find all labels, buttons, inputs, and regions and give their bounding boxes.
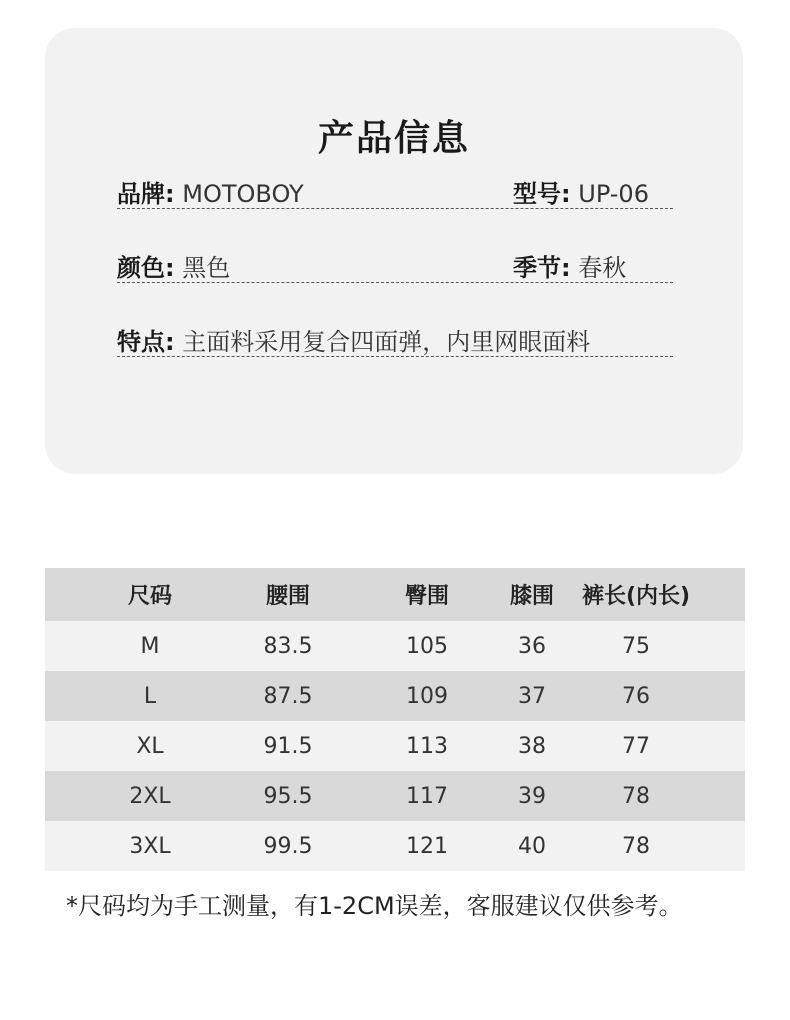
table-row bbox=[45, 821, 745, 871]
cell-knee: 39 bbox=[518, 783, 546, 809]
brand-value: MOTOBOY bbox=[182, 180, 304, 208]
brand-field bbox=[117, 174, 304, 209]
brand-label: 品牌: bbox=[117, 180, 175, 208]
cell-size: XL bbox=[136, 733, 164, 759]
cell-waist: 87.5 bbox=[263, 683, 313, 709]
info-row-brand-model bbox=[117, 168, 673, 209]
size-table-header bbox=[45, 568, 745, 621]
color-field bbox=[117, 248, 230, 283]
cell-size: L bbox=[143, 683, 157, 709]
header-hip: 臀围 bbox=[404, 584, 449, 609]
measurement-note: *尺码均为手工测量，有1-2CM误差，客服建议仅供参考。 bbox=[66, 892, 683, 920]
season-field bbox=[513, 248, 626, 283]
cell-knee: 40 bbox=[518, 833, 546, 859]
cell-hip: 109 bbox=[406, 683, 448, 709]
table-row bbox=[45, 671, 745, 721]
color-label: 颜色: bbox=[117, 254, 175, 282]
feature-label: 特点: bbox=[117, 328, 175, 356]
season-label: 季节: bbox=[513, 254, 571, 282]
color-value: 黑色 bbox=[182, 254, 231, 282]
header-waist: 腰围 bbox=[265, 584, 310, 609]
cell-inseam: 78 bbox=[622, 833, 650, 859]
info-row-color-season bbox=[117, 242, 673, 283]
header-size: 尺码 bbox=[127, 584, 172, 609]
feature-field bbox=[117, 322, 590, 357]
info-row-feature bbox=[117, 316, 673, 357]
cell-knee: 37 bbox=[518, 683, 546, 709]
cell-waist: 91.5 bbox=[263, 733, 313, 759]
cell-hip: 113 bbox=[406, 733, 448, 759]
cell-hip: 121 bbox=[406, 833, 448, 859]
season-value: 春秋 bbox=[578, 254, 627, 282]
cell-waist: 83.5 bbox=[263, 633, 313, 659]
table-row bbox=[45, 621, 745, 671]
cell-hip: 105 bbox=[406, 633, 448, 659]
cell-hip: 117 bbox=[406, 783, 448, 809]
cell-size: M bbox=[140, 633, 160, 659]
cell-inseam: 76 bbox=[622, 683, 650, 709]
cell-waist: 99.5 bbox=[263, 833, 313, 859]
cell-size: 2XL bbox=[129, 783, 171, 809]
size-table bbox=[45, 568, 745, 871]
product-info-title: 产品信息 bbox=[317, 118, 470, 159]
product-info-card bbox=[45, 28, 743, 474]
cell-knee: 36 bbox=[518, 633, 546, 659]
header-inseam: 裤长(内长) bbox=[581, 584, 691, 609]
table-row bbox=[45, 771, 745, 821]
model-value: UP-06 bbox=[578, 180, 649, 208]
cell-inseam: 78 bbox=[622, 783, 650, 809]
header-knee: 膝围 bbox=[509, 584, 554, 609]
cell-inseam: 75 bbox=[622, 633, 650, 659]
model-label: 型号: bbox=[513, 180, 571, 208]
cell-size: 3XL bbox=[129, 833, 171, 859]
table-row bbox=[45, 721, 745, 771]
cell-knee: 38 bbox=[518, 733, 546, 759]
cell-waist: 95.5 bbox=[263, 783, 313, 809]
cell-inseam: 77 bbox=[622, 733, 650, 759]
model-field bbox=[513, 174, 649, 209]
feature-value: 主面料采用复合四面弹，内里网眼面料 bbox=[182, 328, 591, 356]
